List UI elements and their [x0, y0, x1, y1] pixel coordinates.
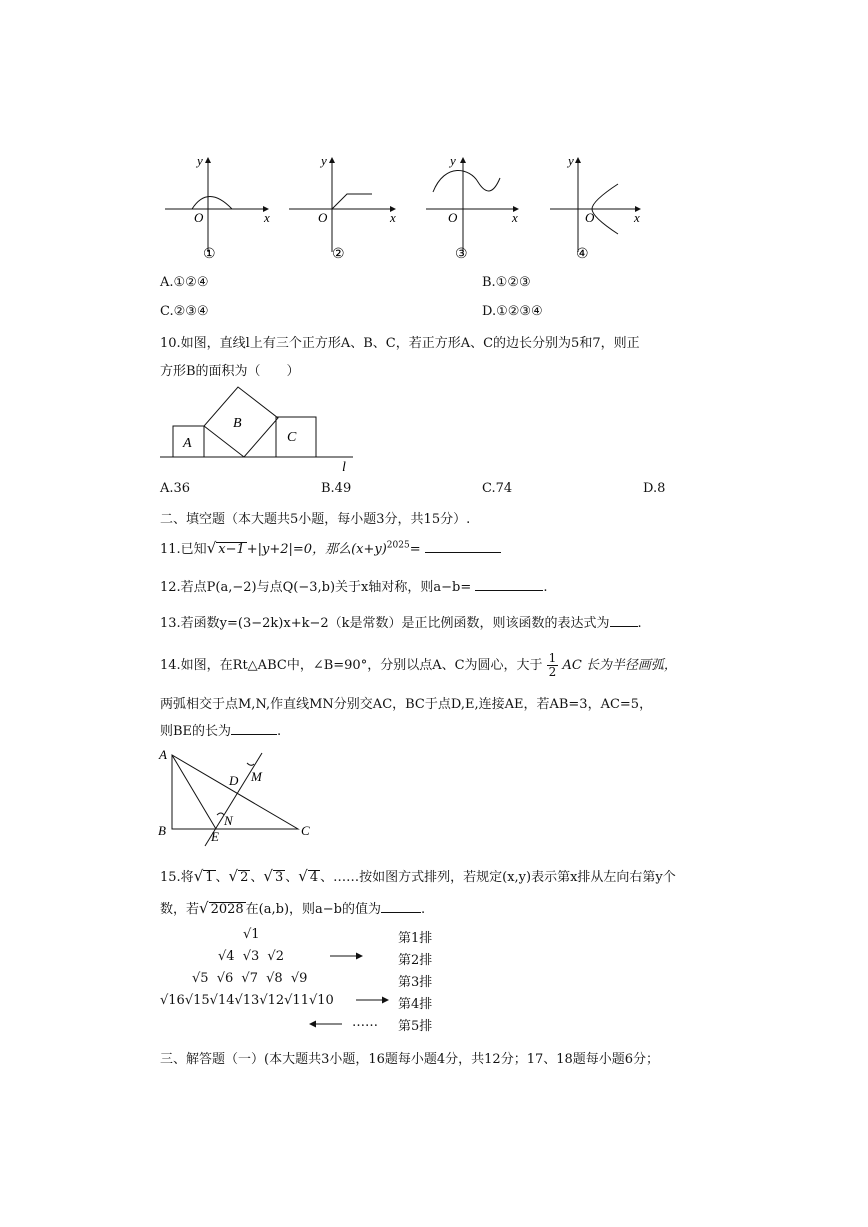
- q11-eq: =: [409, 542, 421, 557]
- x-axis-label: x: [390, 210, 396, 225]
- separator: 、: [320, 870, 334, 885]
- square-c-label: C: [287, 430, 297, 445]
- row3-value: √9: [290, 971, 308, 986]
- graph-2: [289, 153, 396, 262]
- section2-title: 二、填空题（本大题共5小题，每小题3分，共15分）.: [160, 512, 471, 527]
- section3-title: 三、解答题（一）(本大题共3小题，16题每小题4分，共12分；17、18题每小题6分；: [160, 1052, 660, 1067]
- graph-caption: ①: [203, 247, 216, 262]
- q13-answer-blank[interactable]: [610, 614, 638, 627]
- row4-value: √15: [184, 993, 210, 1008]
- q15-line2-prefix: 数，若: [160, 902, 200, 917]
- q11-paren: (x+y): [351, 542, 387, 557]
- q14-line3: [160, 720, 281, 739]
- q13-end: .: [637, 616, 642, 631]
- q12-answer-blank[interactable]: [475, 578, 543, 591]
- q14-fraction: [547, 652, 559, 679]
- y-axis-label: y: [568, 153, 574, 168]
- q11: 11.已知√ x−1 +|y+2|=0，那么$(x+y)^{2025}=$: [160, 538, 501, 557]
- origin-label: O: [448, 210, 458, 225]
- row5-label: 第5排: [398, 1019, 433, 1034]
- graph-3: [426, 153, 518, 262]
- graph-1: [165, 153, 270, 262]
- q14-triangle-figure: [155, 745, 325, 850]
- point-e-label: E: [211, 829, 219, 844]
- q14-answer-blank[interactable]: [231, 722, 277, 735]
- row1-values: [243, 927, 260, 942]
- square-a-label: A: [183, 436, 192, 451]
- fraction-numerator: 1: [548, 651, 557, 665]
- vertex-a-label: A: [159, 747, 167, 762]
- point-m-label: M: [251, 769, 262, 784]
- vertex-b-label: B: [158, 823, 166, 838]
- q15-suffix: ……按如图方式排列，若规定(x,y)表示第x排从左向右第y个: [333, 870, 676, 885]
- x-axis-label: x: [634, 210, 640, 225]
- row1-value: √1: [243, 927, 260, 942]
- row-arrows: [300, 940, 400, 1035]
- root-3: 3: [274, 870, 284, 885]
- q10-option-c: C.74: [482, 481, 513, 496]
- graph-caption: ④: [576, 247, 589, 262]
- q12: [160, 576, 548, 595]
- row1-label: 第1排: [398, 931, 433, 946]
- row4-label: 第4排: [398, 997, 433, 1012]
- q10-option-b: B.49: [321, 481, 352, 496]
- x-axis-label: x: [512, 210, 518, 225]
- x-axis-label: x: [264, 210, 270, 225]
- root-1: 1: [205, 870, 214, 885]
- q15-line1: 15.将√ 1 、√ 2 、√ 3 、√ 4 、……按如图方式排列，若规定(x,y)表示第x排从左向右第y个: [160, 867, 676, 885]
- row2-label: 第2排: [398, 953, 433, 968]
- q10-option-d: D.8: [643, 481, 666, 496]
- origin-label: O: [318, 210, 328, 225]
- row2-value: √2: [267, 949, 284, 964]
- vertex-c-label: C: [301, 823, 310, 838]
- root-4: 4: [309, 870, 319, 885]
- q10-option-a: A.36: [160, 481, 191, 496]
- q13: [160, 612, 642, 631]
- q14-line1-a: 14.如图，在Rt△ABC中，∠B=90°，分别以点A、C为圆心，大于: [160, 658, 543, 673]
- separator: 、: [215, 870, 229, 885]
- q12-end: .: [543, 580, 548, 595]
- q15-line2: 数，若√ 2028 在(a,b)，则a−b的值为 .: [160, 899, 426, 917]
- line-l-label: l: [342, 460, 346, 474]
- graph-caption: ③: [455, 247, 468, 262]
- row4-value: √12: [259, 993, 285, 1008]
- fraction-denominator: 2: [548, 665, 557, 679]
- q11-answer-blank[interactable]: [425, 540, 501, 553]
- y-axis-label: y: [450, 153, 456, 168]
- origin-label: O: [194, 210, 204, 225]
- q11-prefix: 11.已知: [160, 542, 207, 557]
- y-axis-label: y: [197, 153, 203, 168]
- q10-squares-figure: [158, 382, 363, 474]
- point-n-label: N: [224, 813, 233, 828]
- q14-line1-b: AC 长为半径画弧，: [562, 658, 677, 673]
- q14-line2: 两弧相交于点M,N,作直线MN分别交AC，BC于点D,E,连接AE，若AB=3，AC=5，: [160, 697, 653, 712]
- root-2: 2: [240, 870, 249, 885]
- y-axis-label: y: [321, 153, 327, 168]
- q15-answer-blank[interactable]: [381, 900, 421, 913]
- q9-option-c: C.②③④: [160, 304, 209, 319]
- q9-option-a: A.①②④: [160, 275, 209, 290]
- origin-label: O: [585, 210, 595, 225]
- row3-value: √7: [241, 971, 258, 986]
- q14-line3-text: 则BE的长为: [160, 724, 232, 739]
- q15-prefix: 15.将: [160, 870, 194, 885]
- row3-value: √5: [192, 971, 209, 986]
- row4-value: √13: [234, 993, 260, 1008]
- q15-line2-mid: 在(a,b)，则a−b的值为: [245, 902, 381, 917]
- point-d-label: D: [229, 773, 239, 788]
- function-graphs-figure: [150, 150, 650, 265]
- row3-values: [192, 971, 307, 986]
- row5-dots: ……: [352, 1015, 378, 1030]
- row4-value: √16: [160, 993, 185, 1008]
- q13-text: 13.若函数y=(3−2k)x+k−2（k是常数）是正比例函数，则该函数的表达式为: [160, 616, 610, 631]
- row4-value: √10: [308, 993, 334, 1008]
- square-b-label: B: [233, 416, 242, 431]
- q10-stem-line2: 方形B的面积为（ ）: [160, 364, 300, 379]
- q15-end: .: [421, 902, 426, 917]
- row3-value: √8: [266, 971, 283, 986]
- row4-value: √14: [209, 993, 235, 1008]
- q14-line1: [160, 652, 677, 679]
- separator: 、: [285, 870, 299, 885]
- row2-value: √4: [218, 949, 235, 964]
- q14-end: .: [277, 724, 282, 739]
- root-2028: 2028: [210, 902, 244, 917]
- row3-value: √6: [216, 971, 234, 986]
- q11-sqrt-content: x−1: [218, 542, 245, 557]
- q9-option-b: B.①②③: [482, 275, 531, 290]
- row3-label: 第3排: [398, 975, 433, 990]
- q11-mid: +|y+2|=0，那么: [246, 542, 352, 557]
- q11-exponent: 2025: [386, 540, 410, 551]
- graph-caption: ②: [332, 247, 345, 262]
- row2-value: √3: [242, 949, 260, 964]
- q12-text: 12.若点P(a,−2)与点Q(−3,b)关于x轴对称，则a−b=: [160, 580, 472, 595]
- separator: 、: [250, 870, 264, 885]
- graph-4: [550, 153, 640, 262]
- q10-stem-line1: 10.如图，直线l上有三个正方形A、B、C，若正方形A、C的边长分别为5和7，则正: [160, 336, 640, 351]
- q9-option-d: D.①②③④: [482, 304, 543, 319]
- row4-value: √11: [284, 993, 309, 1008]
- row2-values: [218, 949, 284, 964]
